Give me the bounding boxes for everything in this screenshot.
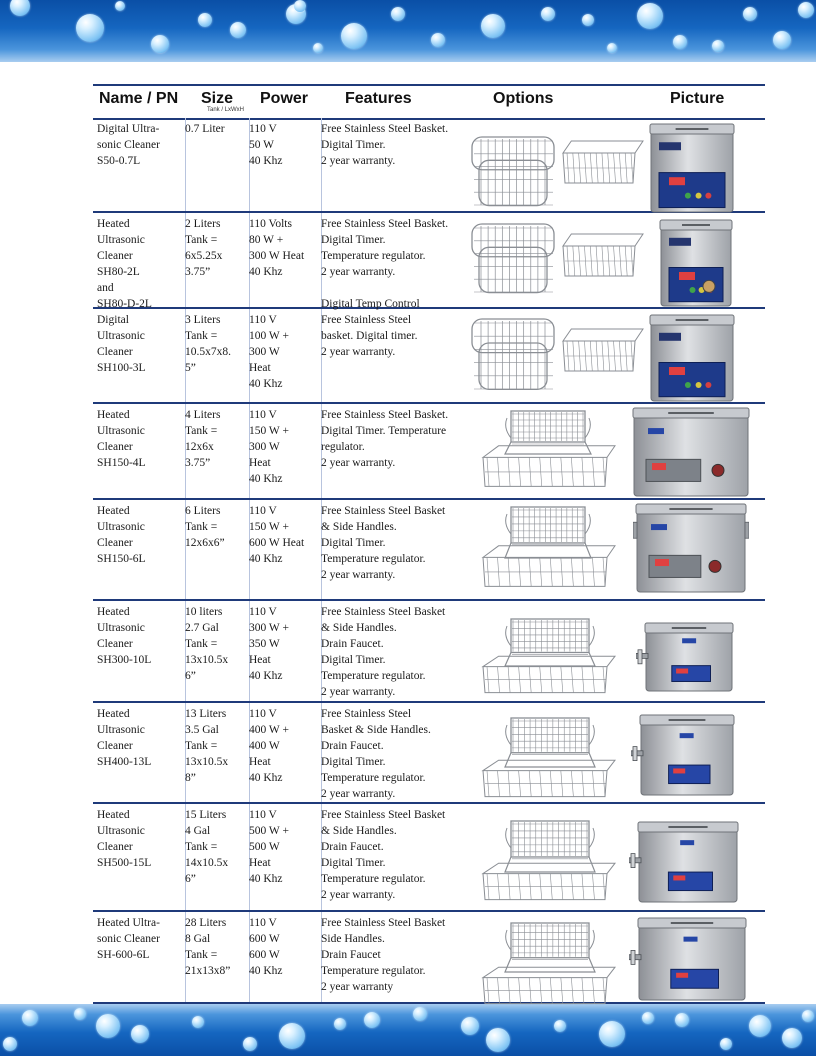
cell-name-line: Heated — [97, 409, 130, 421]
bubble-icon — [76, 14, 104, 42]
bubble-icon — [541, 7, 555, 21]
cell-size-line: 15 Liters — [185, 809, 227, 821]
cell-features-line: Drain Faucet — [321, 949, 381, 961]
cell-size — [181, 703, 250, 802]
table-row — [93, 118, 765, 213]
cell-power-line: 110 V — [249, 809, 277, 821]
cell-size-line: Tank = — [185, 330, 218, 342]
cell-features-line: 2 year warranty. — [321, 266, 396, 278]
header-power: Power — [260, 90, 309, 107]
bubble-icon — [798, 2, 814, 18]
cell-features-line: Temperature regulator. — [321, 772, 426, 784]
cell-features-line: Temperature regulator. — [321, 553, 426, 565]
cell-features — [317, 213, 471, 310]
cell-features — [317, 500, 471, 599]
cell-power-line: Heat — [249, 457, 271, 469]
cell-name-line: Cleaner — [97, 638, 133, 650]
cell-size — [181, 309, 250, 402]
cell-name-line: SH-600-6L — [97, 949, 150, 961]
ultrasonic-cleaner-icon — [647, 313, 737, 408]
bubble-icon — [675, 1013, 689, 1027]
bubble-icon — [637, 3, 663, 29]
cell-size-line: 2.7 Gal — [185, 622, 219, 634]
table-header — [93, 84, 765, 120]
cell-name — [93, 703, 186, 802]
cell-features — [317, 118, 471, 211]
cell-name-line: SH150-6L — [97, 553, 146, 565]
wire-rack-icon — [479, 651, 619, 703]
cell-name-line: Ultrasonic — [97, 622, 145, 634]
header-features: Features — [345, 90, 412, 107]
header-size: Size — [201, 90, 234, 107]
bubble-icon — [782, 1028, 802, 1048]
cell-features-line: Digital Timer. Temperature — [321, 425, 447, 437]
cell-features-line: 2 year warranty. — [321, 569, 396, 581]
wire-rack-icon — [559, 228, 647, 288]
bubble-icon — [461, 1017, 479, 1035]
cell-power — [245, 309, 322, 402]
cell-power — [245, 500, 322, 599]
cell-size-line: 6 Liters — [185, 505, 221, 517]
cell-power-line: 400 W — [249, 740, 280, 752]
cell-features-line: Digital Timer. — [321, 654, 386, 666]
cell-features-line: Temperature regulator. — [321, 250, 426, 262]
cell-power-line: 110 V — [249, 409, 277, 421]
cell-size-line: 10 liters — [185, 606, 223, 618]
cell-size — [181, 404, 250, 498]
wire-rack-icon — [479, 440, 619, 498]
cell-power-line: 100 W + — [249, 330, 289, 342]
cell-power-line: 300 W — [249, 441, 280, 453]
cell-features-line: Drain Faucet. — [321, 740, 384, 752]
cell-power-line: 50 W — [249, 139, 275, 151]
cell-features-line: Digital Timer. — [321, 234, 386, 246]
ultrasonic-cleaner-icon — [630, 406, 752, 503]
cell-size-line: 28 Liters — [185, 917, 227, 929]
cell-name-line: Heated Ultra- — [97, 917, 160, 929]
bubble-icon — [313, 43, 323, 53]
cell-features — [317, 912, 471, 1002]
cell-power-line: 80 W + — [249, 234, 284, 246]
cell-size-line: 12x6x — [185, 441, 214, 453]
cell-features-line: Free Stainless Steel Basket. — [321, 409, 449, 421]
wire-rack-icon — [479, 755, 619, 807]
bubble-icon — [582, 14, 594, 26]
cell-power-line: 40 Khz — [249, 553, 283, 565]
cell-size-line: 8” — [185, 772, 196, 784]
cell-features — [317, 309, 471, 402]
cell-features-line: Free Stainless Steel — [321, 314, 412, 326]
cell-features-line: basket. Digital timer. — [321, 330, 418, 342]
cell-features-line: Temperature regulator. — [321, 965, 426, 977]
cell-power-line: 600 W — [249, 933, 280, 945]
cell-size-line: 6” — [185, 670, 196, 682]
cell-name-line: Cleaner — [97, 346, 133, 358]
bubble-icon — [334, 1018, 346, 1030]
cell-size-line: 13 Liters — [185, 708, 227, 720]
bubble-icon — [486, 1028, 510, 1052]
cell-power — [245, 601, 322, 701]
cell-name — [93, 118, 186, 211]
cell-features-line: Free Stainless Steel Basket. — [321, 123, 449, 135]
cell-name-line: SH100-3L — [97, 362, 146, 374]
cell-features-line: Side Handles. — [321, 933, 385, 945]
table-row — [93, 703, 765, 804]
bubble-icon — [341, 23, 367, 49]
cell-power — [245, 804, 322, 910]
cell-power-line: Heat — [249, 362, 271, 374]
bubble-icon — [10, 0, 30, 16]
cell-name-line: sonic Cleaner — [97, 933, 160, 945]
cell-name — [93, 912, 186, 1002]
wire-rack-icon — [559, 135, 647, 195]
ultrasonic-cleaner-icon — [629, 916, 749, 1007]
bubble-icon — [749, 1015, 771, 1037]
cell-features-line: Basket & Side Handles. — [321, 724, 431, 736]
cell-name — [93, 309, 186, 402]
cell-features-line: 2 year warranty. — [321, 155, 396, 167]
cell-power-line: 110 V — [249, 505, 277, 517]
cell-features-line — [321, 280, 471, 296]
cell-size-line: 5” — [185, 362, 196, 374]
cell-size-line: 0.7 Liter — [185, 123, 225, 135]
bubble-icon — [599, 1021, 625, 1047]
cell-features-line: 2 year warranty. — [321, 686, 396, 698]
cell-name-line: sonic Cleaner — [97, 139, 160, 151]
wire-rack-icon — [479, 962, 619, 1014]
ultrasonic-cleaner-icon — [657, 218, 735, 313]
cell-size-line: Tank = — [185, 521, 218, 533]
wire-rack-icon — [559, 323, 647, 383]
cell-power-line: 110 V — [249, 606, 277, 618]
cell-size-line: 13x10.5x — [185, 756, 229, 768]
cell-size — [181, 912, 250, 1002]
bubble-icon — [115, 1, 125, 11]
cell-features-line: Drain Faucet. — [321, 638, 384, 650]
table-row — [93, 804, 765, 912]
cell-power-line: 300 W — [249, 346, 280, 358]
table-row — [93, 601, 765, 703]
cell-size-line: 3 Liters — [185, 314, 221, 326]
cell-size-line: 3.75” — [185, 266, 211, 278]
cell-power-line: 300 W + — [249, 622, 289, 634]
cell-size-line: 8 Gal — [185, 933, 211, 945]
wire-rack-icon — [479, 540, 619, 598]
cell-power-line: 40 Khz — [249, 772, 283, 784]
table-row — [93, 309, 765, 404]
bubble-icon — [413, 1007, 427, 1021]
cell-power-line: 110 V — [249, 708, 277, 720]
header-size-sub: Tank / LxWxH — [207, 107, 245, 113]
cell-name-line: Cleaner — [97, 537, 133, 549]
cell-features-line: Free Stainless Steel — [321, 708, 412, 720]
cell-name-line: Ultrasonic — [97, 724, 145, 736]
cell-power-line: 110 V — [249, 314, 277, 326]
cell-size-line: Tank = — [185, 841, 218, 853]
ultrasonic-cleaner-icon — [629, 820, 741, 909]
bubble-icon — [391, 7, 405, 21]
bubble-icon — [720, 1038, 732, 1050]
bubble-icon — [74, 1008, 86, 1020]
cell-size-line: 3.5 Gal — [185, 724, 219, 736]
cell-power-line: 110 V — [249, 917, 277, 929]
cell-features-line: Digital Timer. — [321, 857, 386, 869]
ultrasonic-cleaner-icon — [631, 713, 737, 802]
cell-features — [317, 601, 471, 701]
cell-name-line: Ultrasonic — [97, 425, 145, 437]
cell-power-line: 110 V — [249, 123, 277, 135]
bubble-icon — [607, 43, 617, 53]
cell-features-line: Free Stainless Steel Basket — [321, 917, 446, 929]
cell-power — [245, 118, 322, 211]
cell-name-line: Digital — [97, 314, 129, 326]
cell-name-line: Heated — [97, 606, 130, 618]
cell-features-line: 2 year warranty. — [321, 346, 396, 358]
cell-features-line: Temperature regulator. — [321, 873, 426, 885]
cell-features-line: 2 year warranty. — [321, 457, 396, 469]
footer-bubble-band — [0, 1004, 816, 1056]
cell-size-line: 6x5.25x — [185, 250, 223, 262]
cell-size — [181, 601, 250, 701]
cell-size-line: Tank = — [185, 234, 218, 246]
bubble-icon — [712, 40, 724, 52]
cell-size-line: Tank = — [185, 638, 218, 650]
cell-power-line: Heat — [249, 857, 271, 869]
cell-name — [93, 404, 186, 498]
bubble-icon — [96, 1014, 120, 1038]
cell-size-line: 13x10.5x — [185, 654, 229, 666]
cell-name-line: Cleaner — [97, 441, 133, 453]
cell-name — [93, 601, 186, 701]
bubble-icon — [743, 7, 757, 21]
cell-features-line: Digital Timer. — [321, 756, 386, 768]
cell-features — [317, 703, 471, 802]
cell-name-line: SH150-4L — [97, 457, 146, 469]
cell-features-line: Digital Timer. — [321, 537, 386, 549]
cell-size-line: 10.5x7x8. — [185, 346, 231, 358]
table-row — [93, 213, 765, 309]
cell-power-line: 400 W + — [249, 724, 289, 736]
cell-power-line: 40 Khz — [249, 965, 283, 977]
cell-name-line: Ultrasonic — [97, 825, 145, 837]
cell-name-line: Cleaner — [97, 841, 133, 853]
cell-power-line: 40 Khz — [249, 473, 283, 485]
cell-features — [317, 804, 471, 910]
basket-icon — [469, 315, 559, 395]
table-row — [93, 912, 765, 1004]
basket-icon — [469, 133, 559, 211]
bubble-icon — [364, 1012, 380, 1028]
cell-features-line: & Side Handles. — [321, 521, 397, 533]
cell-size — [181, 118, 250, 211]
cell-name-line: Heated — [97, 218, 130, 230]
cell-features-line: & Side Handles. — [321, 825, 397, 837]
table-row — [93, 404, 765, 500]
basket-icon — [469, 220, 559, 298]
cell-name-line: Ultrasonic — [97, 234, 145, 246]
bubble-icon — [198, 13, 212, 27]
cell-power — [245, 213, 322, 307]
bubble-icon — [431, 33, 445, 47]
cell-features-line: Digital Timer. — [321, 139, 386, 151]
cell-power-line: 40 Khz — [249, 266, 283, 278]
cell-name-line: Heated — [97, 809, 130, 821]
cell-power-line: 350 W — [249, 638, 280, 650]
cell-power — [245, 404, 322, 498]
cell-features-line: Free Stainless Steel Basket — [321, 505, 446, 517]
cell-power — [245, 703, 322, 802]
cell-power-line: Heat — [249, 756, 271, 768]
header-options: Options — [493, 90, 554, 107]
cell-power-line: 40 Khz — [249, 873, 283, 885]
cell-power-line: 300 W Heat — [249, 250, 305, 262]
cell-size-line: Tank = — [185, 949, 218, 961]
cell-features-line: Digital Temp Control — [321, 298, 420, 310]
cell-size-line: 21x13x8” — [185, 965, 231, 977]
cell-name-line: Cleaner — [97, 250, 133, 262]
cell-size-line: 14x10.5x — [185, 857, 229, 869]
bubble-icon — [481, 14, 505, 38]
table-row — [93, 500, 765, 601]
cell-name — [93, 500, 186, 599]
cell-power-line: 40 Khz — [249, 155, 283, 167]
cell-name-line: SH80-2L — [97, 266, 140, 278]
cell-power-line: 110 Volts — [249, 218, 292, 230]
bubble-icon — [243, 1037, 257, 1051]
cell-power — [245, 912, 322, 1002]
cell-features-line: 2 year warranty — [321, 981, 394, 993]
cell-name — [93, 804, 186, 910]
cell-size-line: 3.75” — [185, 457, 211, 469]
cell-name-line: SH400-13L — [97, 756, 152, 768]
cell-features-line: regulator. — [321, 441, 365, 453]
bubble-icon — [22, 1010, 38, 1026]
cell-size-line: Tank = — [185, 740, 218, 752]
cell-name-line: Ultrasonic — [97, 330, 145, 342]
cell-size — [181, 213, 250, 307]
cell-name-line: Digital Ultra- — [97, 123, 160, 135]
bubble-icon — [3, 1037, 17, 1051]
cell-features — [317, 404, 471, 498]
cell-name-line: SH80-D-2L — [97, 298, 152, 310]
cell-power-line: 40 Khz — [249, 670, 283, 682]
cell-name-line: and — [97, 282, 114, 294]
cell-power-line: 600 W — [249, 949, 280, 961]
bubble-icon — [642, 1012, 654, 1024]
cell-size-line: 2 Liters — [185, 218, 221, 230]
cell-features-line: 2 year warranty. — [321, 788, 396, 800]
bubble-icon — [554, 1020, 566, 1032]
cell-name-line: S50-0.7L — [97, 155, 141, 167]
cell-name-line: Heated — [97, 505, 130, 517]
bubble-icon — [151, 35, 169, 53]
cell-features-line: Temperature regulator. — [321, 670, 426, 682]
cell-name-line: SH300-10L — [97, 654, 152, 666]
cell-size-line: 4 Gal — [185, 825, 211, 837]
cell-name-line: SH500-15L — [97, 857, 152, 869]
bubble-icon — [279, 1023, 305, 1049]
ultrasonic-cleaner-icon — [647, 122, 737, 219]
bubble-icon — [131, 1025, 149, 1043]
cell-name-line: Cleaner — [97, 740, 133, 752]
bubble-icon — [294, 0, 306, 12]
bubble-icon — [192, 1016, 204, 1028]
header-picture: Picture — [670, 90, 725, 107]
bubble-icon — [773, 31, 791, 49]
cell-features-line: Drain Faucet. — [321, 841, 384, 853]
cell-size-line: 4 Liters — [185, 409, 221, 421]
cell-name-line: Heated — [97, 708, 130, 720]
cell-size-line: 12x6x6” — [185, 537, 225, 549]
header-name: Name / PN — [99, 90, 179, 107]
cell-name — [93, 213, 186, 310]
cell-power-line: 500 W — [249, 841, 280, 853]
bubble-icon — [673, 35, 687, 49]
cell-size — [181, 804, 250, 910]
cell-name-line: Ultrasonic — [97, 521, 145, 533]
cell-size-line: 6” — [185, 873, 196, 885]
cell-features-line: Free Stainless Steel Basket — [321, 606, 446, 618]
bubble-icon — [802, 1010, 814, 1022]
cell-features-line: 2 year warranty. — [321, 889, 396, 901]
cell-features-line: & Side Handles. — [321, 622, 397, 634]
wire-rack-icon — [479, 858, 619, 910]
cell-power-line: 150 W + — [249, 425, 289, 437]
cell-power-line: 600 W Heat — [249, 537, 305, 549]
cell-power-line: 150 W + — [249, 521, 289, 533]
cell-features-line: Free Stainless Steel Basket — [321, 809, 446, 821]
ultrasonic-cleaner-icon — [633, 502, 749, 599]
cell-size-line: Tank = — [185, 425, 218, 437]
cell-features-line: Free Stainless Steel Basket. — [321, 218, 449, 230]
header-bubble-band — [0, 0, 816, 62]
ultrasonic-cleaner-icon — [636, 621, 736, 698]
cell-power-line: Heat — [249, 654, 271, 666]
cell-power-line: 40 Khz — [249, 378, 283, 390]
bubble-icon — [230, 22, 246, 38]
cell-size — [181, 500, 250, 599]
cell-power-line: 500 W + — [249, 825, 289, 837]
